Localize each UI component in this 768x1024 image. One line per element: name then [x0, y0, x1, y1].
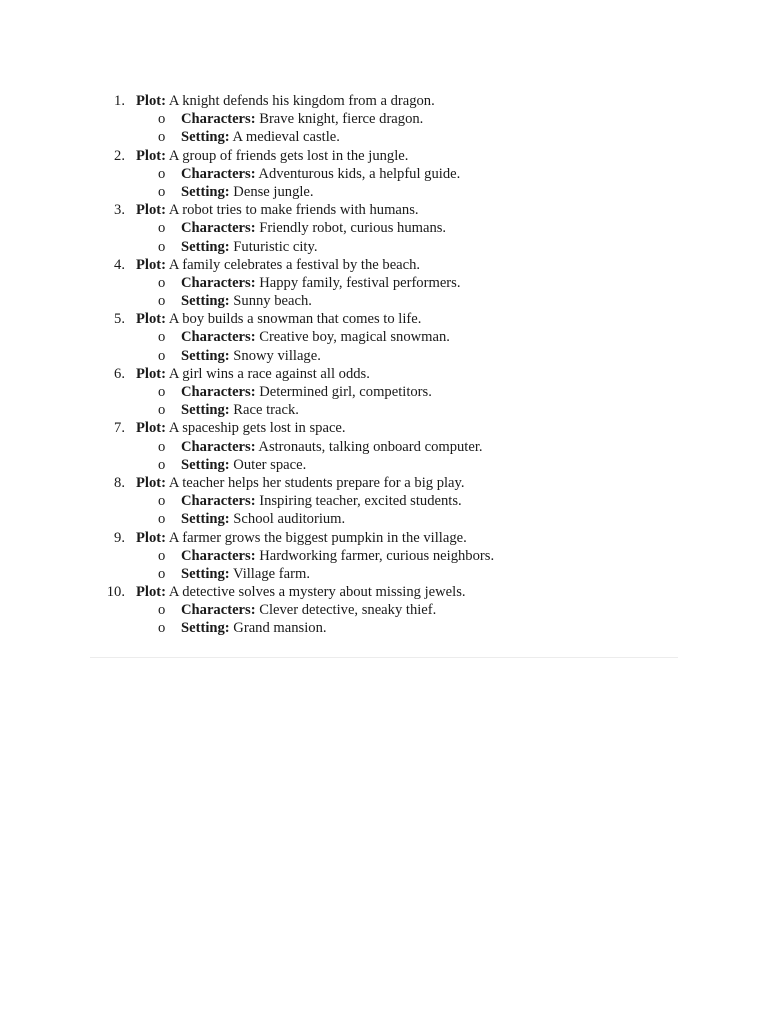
- setting-text: [181, 238, 317, 256]
- plot-line: [90, 583, 690, 601]
- setting-line: [90, 619, 690, 637]
- characters-label: Characters:: [181, 165, 256, 182]
- story-details: [90, 274, 690, 310]
- setting-label: Setting:: [181, 129, 230, 146]
- bullet-marker: o: [158, 565, 166, 582]
- plot-description: A teacher helps her students prepare for a big play.: [166, 474, 465, 491]
- setting-description: Futuristic city.: [229, 238, 318, 255]
- story-item: [90, 529, 690, 584]
- plot-text: [136, 92, 435, 110]
- plot-text: [136, 147, 408, 165]
- bullet-marker: o: [158, 183, 166, 200]
- characters-line: [90, 601, 690, 619]
- characters-label: Characters:: [181, 111, 256, 128]
- bullet-marker: o: [158, 347, 166, 364]
- characters-label: Characters:: [181, 274, 256, 291]
- list-number: 10.: [106, 584, 125, 601]
- story-details: [90, 492, 690, 528]
- story-item: [90, 583, 690, 638]
- bullet-marker: o: [158, 384, 166, 400]
- characters-label: Characters:: [181, 329, 256, 346]
- plot-description: A robot tries to make friends with humans.: [166, 202, 419, 219]
- characters-line: [90, 547, 690, 565]
- plot-label: Plot:: [136, 256, 166, 273]
- list-number: 5.: [114, 311, 125, 328]
- bullet-marker: o: [158, 438, 166, 455]
- setting-description: Grand mansion.: [229, 620, 327, 637]
- setting-line: [90, 401, 690, 419]
- story-details: [90, 438, 690, 474]
- setting-label: Setting:: [181, 183, 230, 200]
- plot-line: [90, 147, 690, 165]
- plot-description: A farmer grows the biggest pumpkin in the village.: [166, 529, 467, 546]
- bullet-marker: o: [158, 129, 166, 146]
- setting-text: [181, 565, 310, 583]
- setting-line: [90, 565, 690, 583]
- characters-text: [181, 383, 432, 401]
- characters-description: Hardworking farmer, curious neighbors.: [255, 547, 495, 564]
- bullet-marker: o: [158, 238, 166, 255]
- characters-line: [90, 438, 690, 456]
- bullet-marker: o: [158, 165, 166, 182]
- story-item: [90, 147, 690, 202]
- setting-text: [181, 183, 314, 201]
- story-details: [90, 601, 690, 637]
- setting-line: [90, 456, 690, 474]
- setting-label: Setting:: [181, 402, 230, 419]
- plot-label: Plot:: [136, 474, 166, 491]
- story-details: [90, 165, 690, 201]
- plot-text: [136, 583, 466, 601]
- characters-label: Characters:: [181, 547, 256, 564]
- story-item: [90, 310, 690, 365]
- setting-description: A medieval castle.: [229, 129, 340, 146]
- list-number: 4.: [114, 256, 125, 273]
- setting-label: Setting:: [181, 238, 230, 255]
- plot-label: Plot:: [136, 202, 166, 219]
- bullet-marker: o: [158, 293, 166, 310]
- characters-description: Happy family, festival performers.: [255, 274, 461, 291]
- characters-label: Characters:: [181, 438, 256, 455]
- story-details: [90, 383, 690, 419]
- list-number: 2.: [114, 147, 125, 164]
- plot-description: A knight defends his kingdom from a dragon.: [166, 93, 435, 109]
- bullet-marker: o: [158, 602, 166, 619]
- plot-line: [90, 419, 690, 437]
- plot-description: A detective solves a mystery about missing jewels.: [166, 584, 466, 601]
- characters-line: [90, 165, 690, 183]
- bullet-marker: o: [158, 456, 166, 473]
- plot-line: [90, 474, 690, 492]
- setting-label: Setting:: [181, 347, 230, 364]
- characters-text: [181, 274, 460, 292]
- setting-text: [181, 347, 321, 365]
- plot-label: Plot:: [136, 93, 166, 109]
- bullet-marker: o: [158, 329, 166, 346]
- bullet-marker: o: [158, 620, 166, 637]
- list-number: 8.: [114, 474, 125, 491]
- plot-description: A boy builds a snowman that comes to life.: [166, 311, 422, 328]
- characters-text: [181, 601, 436, 619]
- plot-text: [136, 474, 465, 492]
- list-number: 6.: [114, 365, 125, 382]
- characters-line: [90, 110, 690, 128]
- plot-line: [90, 201, 690, 219]
- bullet-marker: o: [158, 274, 166, 291]
- setting-line: [90, 292, 690, 310]
- characters-label: Characters:: [181, 384, 256, 400]
- bullet-marker: o: [158, 493, 166, 510]
- list-number: 9.: [114, 529, 125, 546]
- list-number: 3.: [114, 202, 125, 219]
- characters-line: [90, 492, 690, 510]
- story-item: [90, 474, 690, 529]
- setting-description: Sunny beach.: [229, 293, 312, 310]
- setting-text: [181, 292, 312, 310]
- story-item: [90, 419, 690, 474]
- characters-description: Brave knight, fierce dragon.: [255, 111, 424, 128]
- characters-label: Characters:: [181, 220, 256, 237]
- plot-text: [136, 201, 419, 219]
- plot-text: [136, 256, 420, 274]
- plot-label: Plot:: [136, 420, 166, 437]
- story-details: [90, 110, 690, 146]
- characters-label: Characters:: [181, 602, 256, 619]
- characters-description: Inspiring teacher, excited students.: [255, 493, 462, 510]
- characters-description: Creative boy, magical snowman.: [255, 329, 450, 346]
- setting-label: Setting:: [181, 565, 230, 582]
- setting-line: [90, 183, 690, 201]
- setting-label: Setting:: [181, 293, 230, 310]
- plot-line: [90, 310, 690, 328]
- characters-description: Adventurous kids, a helpful guide.: [255, 165, 461, 182]
- story-item: [90, 92, 690, 147]
- characters-description: Determined girl, competitors.: [255, 384, 432, 400]
- plot-line: [90, 529, 690, 547]
- setting-description: Snowy village.: [229, 347, 321, 364]
- characters-description: Clever detective, sneaky thief.: [255, 602, 437, 619]
- story-details: [90, 219, 690, 255]
- setting-label: Setting:: [181, 620, 230, 637]
- setting-line: [90, 128, 690, 146]
- characters-text: [181, 492, 462, 510]
- story-details: [90, 328, 690, 364]
- plot-label: Plot:: [136, 311, 166, 328]
- story-item: [90, 256, 690, 311]
- plot-description: A girl wins a race against all odds.: [166, 365, 370, 382]
- setting-description: School auditorium.: [229, 511, 346, 528]
- characters-text: [181, 547, 494, 565]
- divider: [90, 657, 678, 658]
- plot-text: [136, 365, 370, 383]
- plot-text: [136, 419, 346, 437]
- setting-label: Setting:: [181, 511, 230, 528]
- setting-text: [181, 510, 345, 528]
- bullet-marker: o: [158, 547, 166, 564]
- list-number: 7.: [114, 420, 125, 437]
- story-item: [90, 365, 690, 420]
- setting-line: [90, 510, 690, 528]
- characters-line: [90, 328, 690, 346]
- setting-text: [181, 401, 299, 419]
- bullet-marker: o: [158, 402, 166, 419]
- setting-description: Dense jungle.: [229, 183, 314, 200]
- setting-line: [90, 347, 690, 365]
- characters-line: [90, 219, 690, 237]
- setting-label: Setting:: [181, 456, 230, 473]
- setting-text: [181, 456, 306, 474]
- plot-label: Plot:: [136, 529, 166, 546]
- characters-line: [90, 274, 690, 292]
- setting-text: [181, 619, 327, 637]
- story-details: [90, 547, 690, 583]
- list-number: 1.: [114, 93, 125, 109]
- setting-line: [90, 238, 690, 256]
- plot-description: A family celebrates a festival by the beach.: [166, 256, 421, 273]
- setting-description: Village farm.: [229, 565, 310, 582]
- plot-line: [90, 92, 690, 110]
- characters-description: Astronauts, talking onboard computer.: [255, 438, 483, 455]
- setting-text: [181, 128, 340, 146]
- plot-label: Plot:: [136, 584, 166, 601]
- characters-line: [90, 383, 690, 401]
- plot-label: Plot:: [136, 365, 166, 382]
- characters-text: [181, 219, 446, 237]
- characters-text: [181, 110, 423, 128]
- plot-label: Plot:: [136, 147, 166, 164]
- bullet-marker: o: [158, 220, 166, 237]
- plot-text: [136, 529, 467, 547]
- plot-line: [90, 365, 690, 383]
- plot-line: [90, 256, 690, 274]
- setting-description: Outer space.: [229, 456, 307, 473]
- setting-description: Race track.: [229, 402, 299, 419]
- bullet-marker: o: [158, 511, 166, 528]
- bullet-marker: o: [158, 111, 166, 128]
- plot-description: A group of friends gets lost in the jungle.: [166, 147, 409, 164]
- plot-text: [136, 310, 421, 328]
- characters-text: [181, 328, 450, 346]
- characters-text: [181, 438, 483, 456]
- story-item: [90, 201, 690, 256]
- characters-text: [181, 165, 460, 183]
- story-list: [90, 92, 690, 638]
- plot-description: A spaceship gets lost in space.: [166, 420, 346, 437]
- characters-description: Friendly robot, curious humans.: [255, 220, 447, 237]
- characters-label: Characters:: [181, 493, 256, 510]
